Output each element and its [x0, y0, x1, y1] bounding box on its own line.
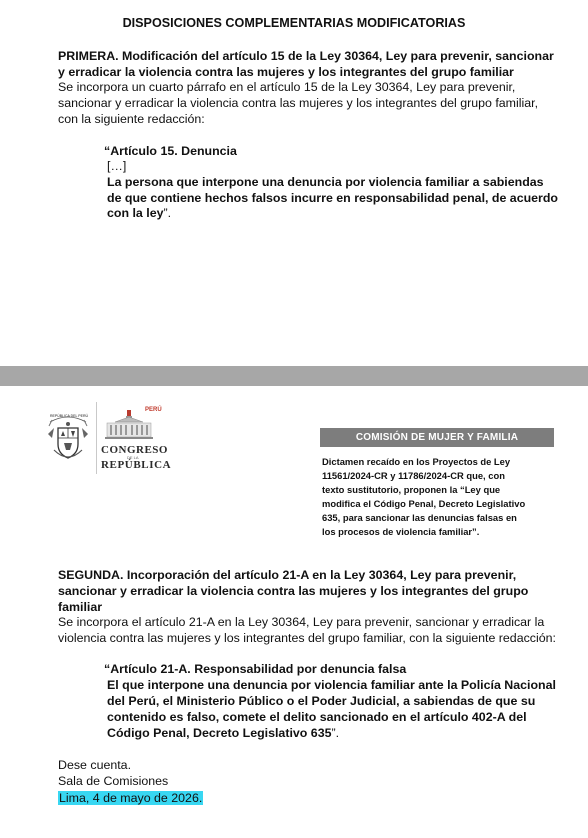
coat-of-arms-caption: REPÚBLICA DEL PERÚ — [50, 414, 88, 418]
article-21a-body-line-3: contenido es falso, comete el delito sancionado en el artículo 402-A del — [107, 710, 527, 724]
dictamen-line-6: los procesos de violencia familiar”. — [322, 526, 480, 537]
article-15-close-quote: ”. — [163, 206, 172, 220]
article-15-body-line-3-text: con la ley — [107, 206, 164, 220]
article-21a-body-line-4-text: Código Penal, Decreto Legislativo 635 — [107, 726, 332, 740]
dictamen-line-5: 635, para sancionar las denuncias falsas en — [322, 512, 517, 523]
article-15-body-line-3 — [107, 206, 567, 222]
primera-title-line-1: PRIMERA. Modificación del artículo 15 de la Ley 30364, Ley para prevenir, sancionar — [58, 49, 554, 63]
page-separator — [0, 366, 588, 386]
segunda-title-line-3: familiar — [58, 600, 103, 614]
article-15-ellipsis: […] — [107, 159, 127, 173]
primera-body-line-1: Se incorpora un cuarto párrafo en el artículo 15 de la Ley 30364, Ley para prevenir, — [58, 80, 516, 94]
segunda-body-line-1: Se incorpora el artículo 21-A en la Ley 30364, Ley para prevenir, sancionar y erradicar la — [58, 615, 545, 629]
dictamen-line-2: 11561/2024-CR y 11786/2024-CR que, con — [322, 470, 505, 481]
article-21a-body-line-2: del Perú, el Ministerio Público o el Poder Judicial, a sabiendas de que su — [107, 694, 536, 708]
primera-body-line-3: con la siguiente redacción: — [58, 112, 205, 126]
section-heading: DISPOSICIONES COMPLEMENTARIAS MODIFICATORIAS — [122, 16, 466, 30]
article-21a-close-quote: ”. — [331, 726, 340, 740]
congreso-logo — [96, 402, 172, 474]
article-21a-body-line-1: El que interpone una denuncia por violencia familiar ante la Policía Nacional — [107, 678, 556, 692]
de-la-wordmark: DE LA — [127, 455, 139, 460]
commission-banner: COMISIÓN DE MUJER Y FAMILIA — [320, 428, 554, 447]
article-15-body-line-2: de que contiene hechos falsos incurre en responsabilidad penal, de acuerdo — [107, 191, 558, 205]
segunda-title-line-2: sancionar y erradicar la violencia contra las mujeres y los integrantes del grupo — [58, 584, 529, 598]
closing-date-highlighted: Lima, 4 de mayo de 2026. — [59, 791, 203, 805]
closing-date — [58, 791, 358, 807]
segunda-body-line-2: violencia contra las mujeres y los integrantes del grupo familiar, con la siguiente redacción: — [58, 631, 556, 645]
segunda-title-line-1: SEGUNDA. Incorporación del artículo 21-A en la Ley 30364, Ley para prevenir, — [58, 568, 517, 582]
congreso-wordmark: CONGRESO — [101, 444, 168, 456]
dictamen-line-4: modifica el Código Penal, Decreto Legislativo — [322, 498, 526, 509]
congress-building-icon — [97, 402, 169, 444]
closing-dese-cuenta: Dese cuenta. — [58, 758, 132, 772]
primera-title-line-2: y erradicar la violencia contra las mujeres y los integrantes del grupo familiar — [58, 65, 514, 79]
dictamen-line-3: texto sustitutorio, proponen la “Ley que — [322, 484, 501, 495]
article-21a-title: “Artículo 21-A. Responsabilidad por denuncia falsa — [104, 662, 407, 676]
closing-sala-de-comisiones: Sala de Comisiones — [58, 774, 169, 788]
article-21a-body-line-4 — [107, 726, 567, 742]
article-15-body-line-1: La persona que interpone una denuncia por violencia familiar a sabiendas — [107, 175, 544, 189]
primera-body-line-2: sancionar y erradicar la violencia contra las mujeres y los integrantes del grupo familiar, — [58, 96, 539, 110]
coat-of-arms-logo — [46, 410, 90, 466]
republica-wordmark: REPÚBLICA — [101, 459, 172, 471]
coat-of-arms-icon — [46, 410, 90, 466]
article-15-title: “Artículo 15. Denuncia — [104, 144, 237, 158]
peru-tag: PERÚ — [145, 407, 162, 413]
dictamen-line-1: Dictamen recaído en los Proyectos de Ley — [322, 456, 511, 467]
